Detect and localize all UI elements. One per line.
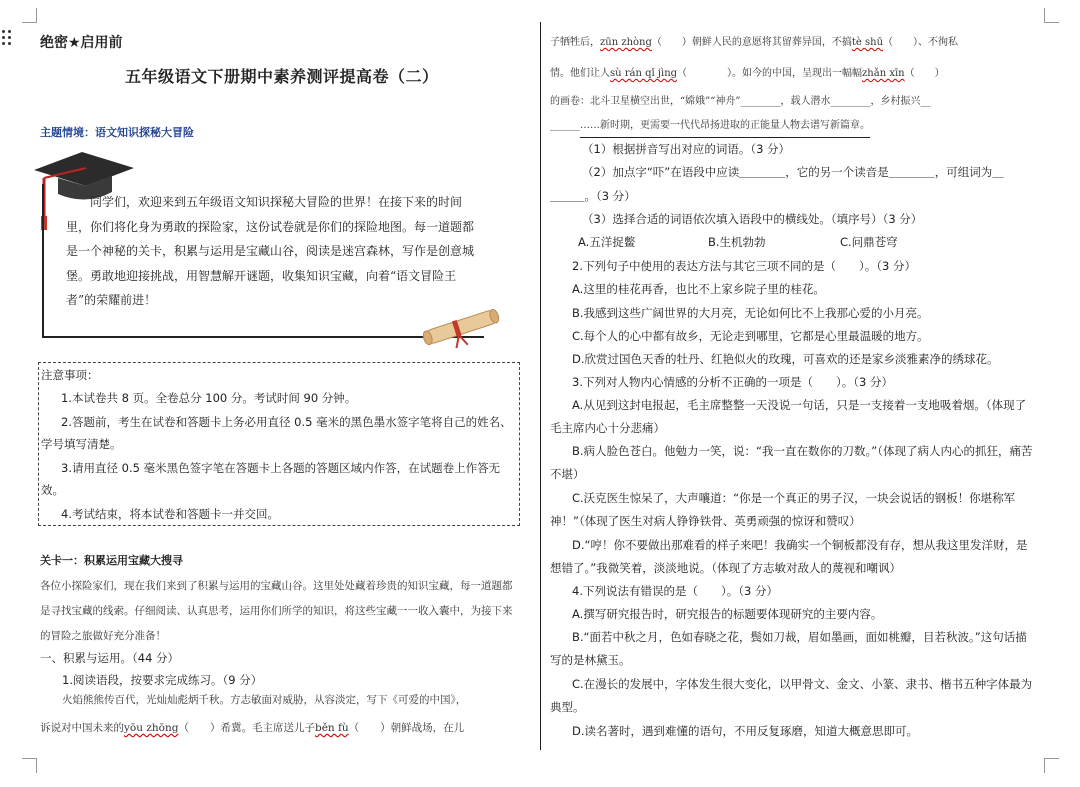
option-line: A.这里的桂花再香，也比不上家乡院子里的桂花。 [572,282,825,296]
option-line: A.从见到这封电报起，毛主席整整一天没说一句话，只是一支接着一支地吸着烟。（体现了毛主席内心十分悲痛） [550,398,1027,435]
pinyin-zunzhong: zūn zhòng [600,37,652,48]
sub-question-2: （2）加点字“吓”在语段中应读＿＿＿＿，它的另一个读音是＿＿＿＿，可组词为＿ [582,165,1004,179]
crop-mark-top-left [22,8,37,23]
passage-text: 诉说对中国未来的 [40,722,124,734]
passage-text: （ ）。如今的中国，呈现出一幅幅 [677,68,863,79]
option-c: C.问鼎苍穹 [840,235,898,249]
passage-text: （ ） [904,68,945,79]
passage-text: 子牺牲后， [550,37,600,48]
passage-text: ……新时期，更需要一代代昂扬进取的正能量人物去谱写新篇章。 [580,115,870,138]
option-line: C.在漫长的发展中，字体发生很大变化，以甲骨文、金文、小篆、隶书、楷书五种字体最为典型。 [550,677,1033,714]
level1-title: 关卡一：积累运用宝藏大搜寻 [40,554,183,567]
notice-box [38,362,520,526]
pinyin-teshu: tè shū [851,37,884,48]
pinyin-benfu: běn fù [314,722,349,734]
crop-mark-top-right [1044,8,1059,23]
notice-title: 注意事项： [41,368,99,382]
question-2: 2.下列句子中使用的表达方法与其它三项不同的是（ ）。（3 分） [572,259,916,273]
option-line: B.我感到这些广阔世界的大月亮，无论如何比不上我那心爱的小月亮。 [572,306,929,320]
option-line: D.读名著时，遇到难懂的语句，不用反复琢磨，知道大概意思即可。 [572,724,919,738]
intro-text [66,190,484,313]
passage-text: （ ）朝鲜战场，在儿 [348,722,465,734]
section-heading: 一、积累与运用。（44 分） [40,651,180,665]
theme-label: 主题情境：语文知识探秘大冒险 [40,126,194,139]
passage-line [550,32,1035,54]
scroll-icon [416,306,506,348]
passage-line [550,115,1035,138]
option-b: B.生机勃勃 [708,235,766,249]
notice-item: 2.答题前，考生在试卷和答题卡上务必用直径 0.5 毫米的黑色墨水签字笔将自己的姓名、学号填写清楚。 [41,415,512,451]
option-line: D.欣赏过国色天香的牡丹、红艳似火的玫瑰，可喜欢的还是家乡淡雅素净的绣球花。 [572,352,999,366]
sub-question-3: （3）选择合适的词语依次填入语段中的横线处。（填序号）（3 分） [582,212,923,226]
question-1: 1.阅读语段，按要求完成练习。（9 分） [62,673,263,687]
passage-line: 火焰熊熊传百代，光灿灿彪炳千秋。方志敏面对威胁，从容淡定，写下《可爱的中国》， [62,694,467,706]
passage-text: ______ [550,120,580,131]
notice-item: 3.请用直径 0.5 毫米黑色签字笔在答题卡上各题的答题区域内作答，在试题卷上作答无效。 [41,461,501,497]
level1-intro: 各位小探险家们，现在我们来到了积累与运用的宝藏山谷。这里处处藏着珍贵的知识宝藏，每一道题都是寻找宝藏的线索。仔细阅读、认真思考，运用你们所学的知识，将这些宝藏一一收入囊中，为接下来的冒险之旅做好充分准备！ [40,580,513,642]
pinyin-suranqijing: sù rán qǐ jìng [610,68,678,79]
passage-text: （ ）、不徇私 [883,37,959,48]
passage-text: （ ）希冀。毛主席送儿子 [178,722,315,734]
question-3: 3.下列对人物内心情感的分析不正确的一项是（ ）。（3 分） [572,375,893,389]
option-line: D.“哼！你不要做出那难看的样子来吧！我确实一个铜板都没有存，想从我这里发洋财，是想错了。”我微笑着，淡淡地说。（体现了方志敏对敌人的蔑视和嘲讽） [550,538,1028,575]
passage-line [550,63,1035,85]
pinyin-youzhong: yōu zhōng [124,722,179,734]
crop-mark-bottom-right [1044,758,1059,773]
column-divider [540,22,541,750]
option-line: C.每个人的心中都有故乡，无论走到哪里，它都是心里最温暖的地方。 [572,329,929,343]
passage-line [40,720,464,735]
notice-item: 1.本试卷共 8 页。全卷总分 100 分。考试时间 90 分钟。 [61,391,357,405]
confidential-label: 绝密★启用前 [40,35,123,51]
passage-text: （ ）朝鲜人民的意愿将其留葬异国，不搞 [651,37,852,48]
intro-paragraph: 同学们，欢迎来到五年级语文知识探秘大冒险的世界！在接下来的时间里，你们将化身为勇敢的探险家，这份试卷就是你们的探险地图。每一道题都是一个神秘的关卡，积累与运用是宝藏山谷，阅读是迷宫森林，写作是创意城堡。勇敢地迎接挑战，用智慧解开谜题，收集知识宝藏，向着“语文冒险王者”的荣耀前进！ [66,195,475,307]
sub-question-2-cont: ＿＿＿。（3 分） [550,189,636,203]
passage-line: 的画卷：北斗卫星横空出世，“嫦娥”“神舟”________，载人潜水________，乡村振兴__ [550,96,931,107]
pinyin-zhanxin: zhǎn xīn [862,68,905,79]
option-line: B.“面若中秋之月，色如春晓之花，鬓如刀裁，眉如墨画，面如桃瓣，目若秋波。”这句话描写的是林黛玉。 [550,630,1027,667]
question-4: 4.下列说法有错误的是（ ）。（3 分） [572,584,778,598]
passage-text: 情。他们让人 [550,68,610,79]
page-title: 五年级语文下册期中素养测评提高卷（二） [125,67,439,86]
notice-item: 4.考试结束，将本试卷和答题卡一并交回。 [61,507,279,521]
option-a: A.五洋捉鳖 [578,235,636,249]
drag-handle-icon[interactable] [2,30,12,52]
option-line: B.病人脸色苍白。他勉力一笑，说：“我一直在数你的刀数。”（体现了病人内心的抓狂，痛苦不堪） [550,444,1033,481]
option-line: C.沃克医生惊呆了，大声嚷道：“你是一个真正的男子汉，一块会说话的钢板！你堪称军神！”（体现了医生对病人铮铮铁骨、英勇顽强的惊讶和赞叹） [550,491,1016,528]
sub-question-1: （1）根据拼音写出对应的词语。（3 分） [582,142,791,156]
crop-mark-bottom-left [22,758,37,773]
option-line: A.撰写研究报告时，研究报告的标题要体现研究的主要内容。 [572,607,883,621]
